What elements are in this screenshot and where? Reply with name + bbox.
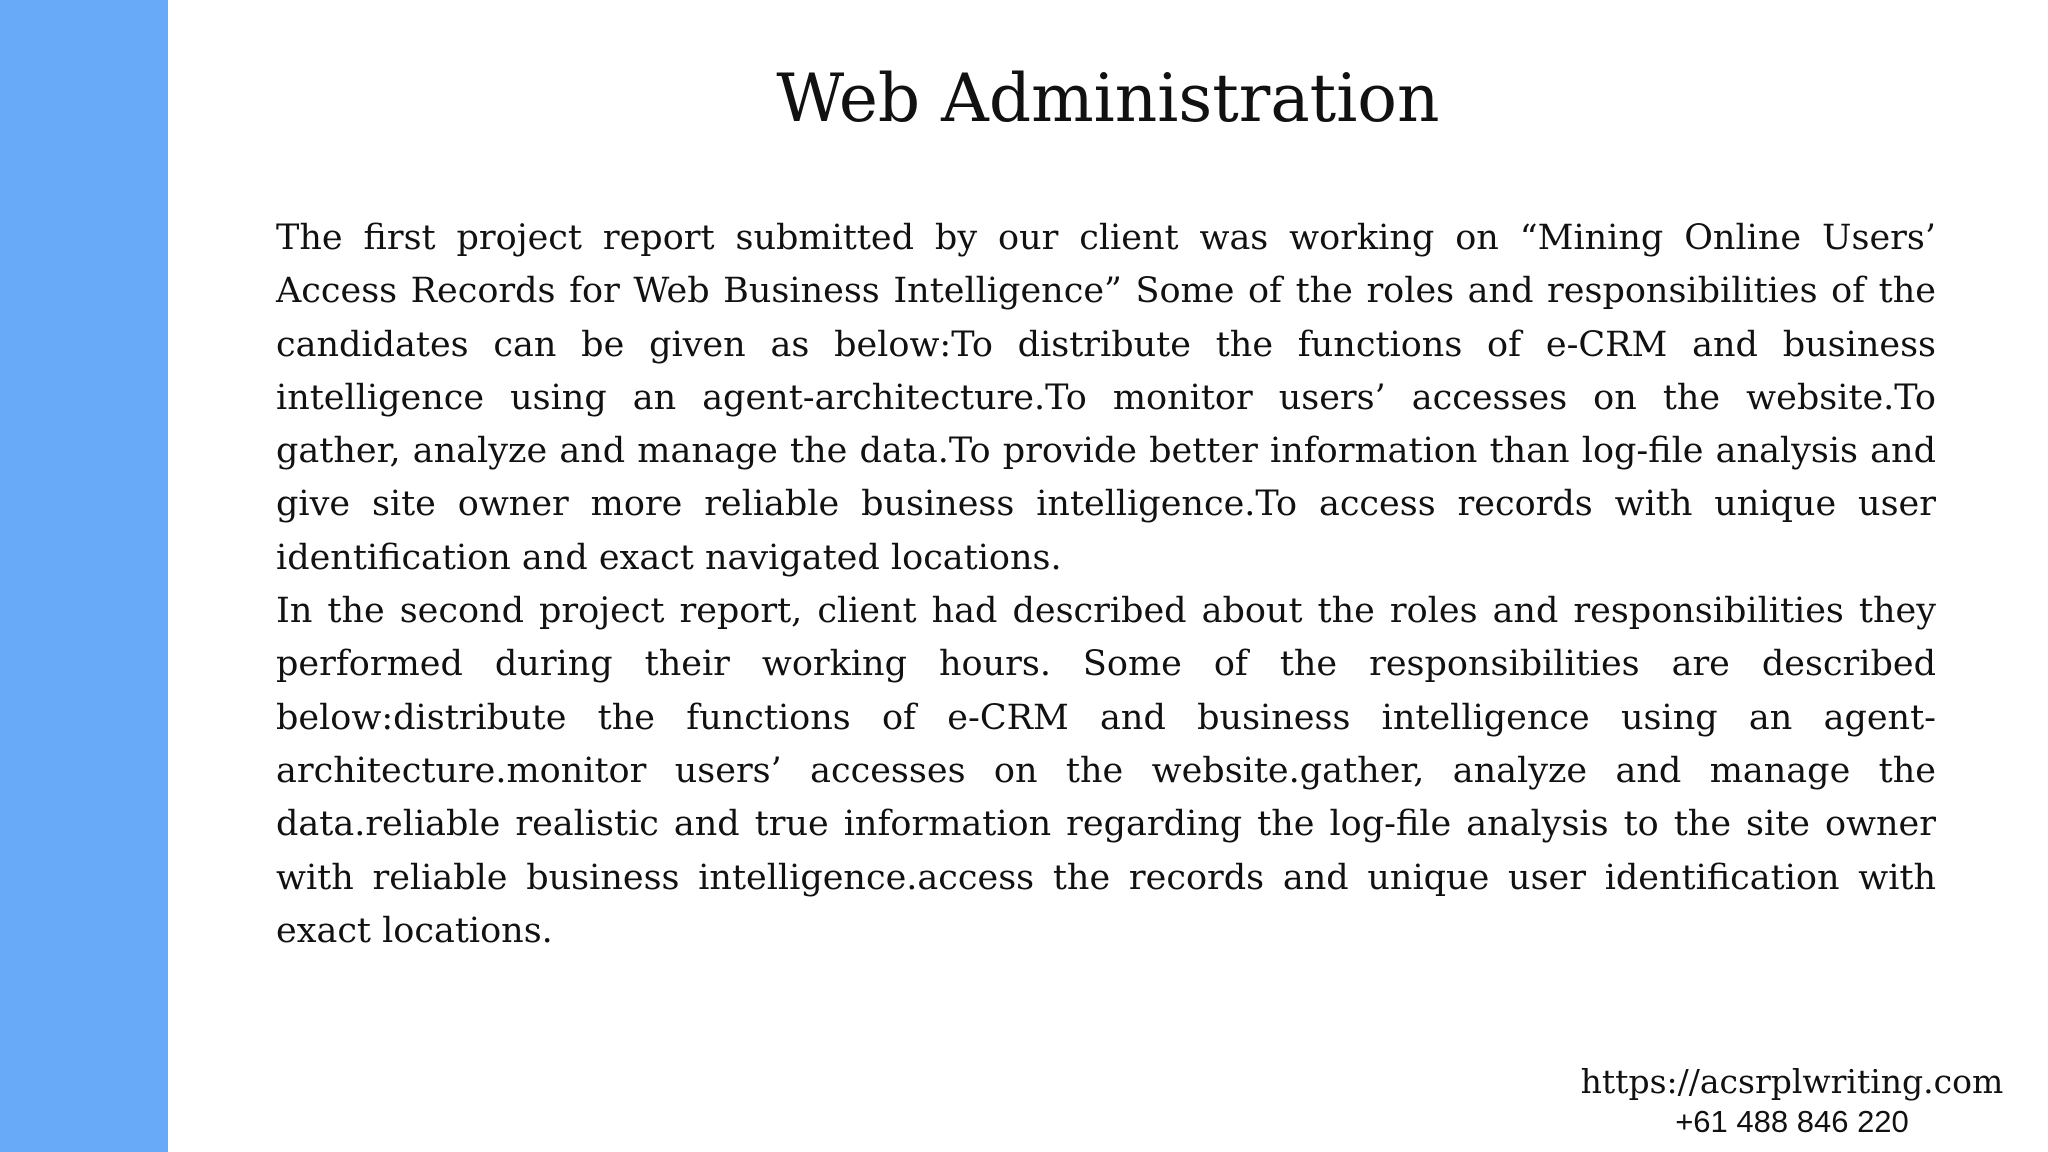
body-text: [276, 212, 1936, 958]
website-url: https://acsrplwriting.com: [1580, 1062, 2004, 1101]
footer-contact: [1562, 1061, 2022, 1141]
page-title: Web Administration: [776, 60, 1440, 137]
phone-number: +61 488 846 220: [1675, 1104, 1909, 1139]
sidebar-accent-bar: [0, 0, 168, 1152]
paragraph-second-report: In the second project report, client had described about the roles and responsibilities they performed during their working hours. Some of the responsibilities are described below:distribute the functions of e-CRM and business intelligence using an agent-architecture.monitor users’ accesses on the website.gather, analyze and manage the data.reliable realistic and true information regarding the log-file analysis to the site owner with reliable business intelligence.access the records and unique user identification with exact locations.: [276, 591, 1936, 951]
paragraph-first-report: The first project report submitted by our client was working on “Mining Online Users’ Access Records for Web Business Intelligence” Some of the roles and responsibilities of the candidates can be given as below:To distribute the functions of e-CRM and business intelligence using an agent-architecture.To monitor users’ accesses on the website.To gather, analyze and manage the data.To provide better information than log-file analysis and give site owner more reliable business intelligence.To access records with unique user identification and exact navigated locations.: [276, 218, 1936, 578]
